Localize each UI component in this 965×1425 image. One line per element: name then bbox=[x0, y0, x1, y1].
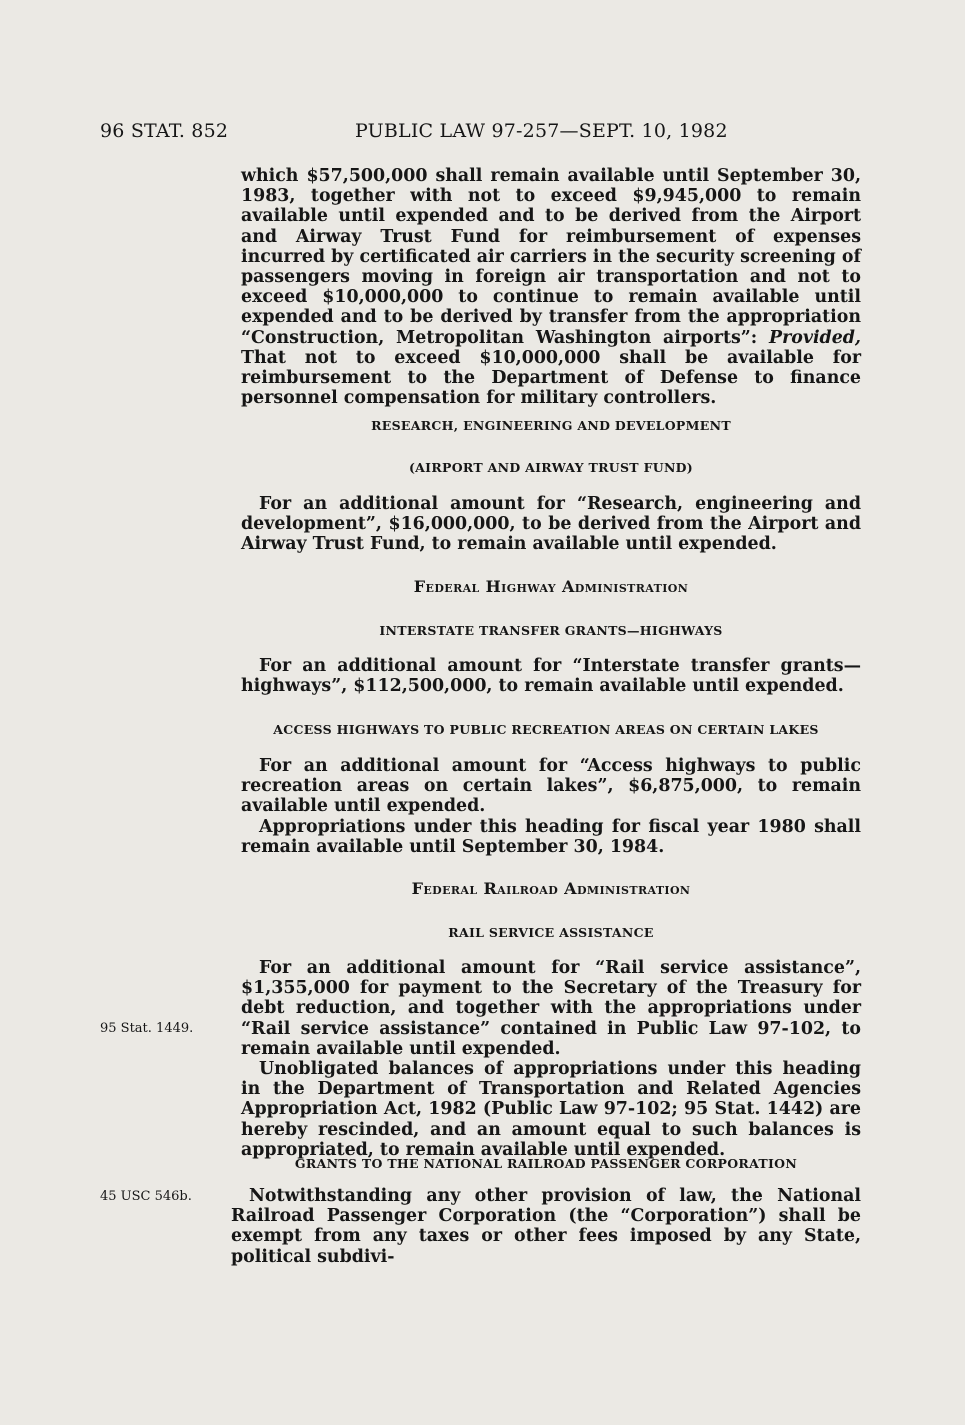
provided-clause: Provided, bbox=[769, 327, 861, 348]
paragraph-text: For an additional amount for “Interstate transfer grants—highways”, $112,500,000, to remain available until expended. bbox=[241, 656, 861, 697]
paragraph-text: which $57,500,000 shall remain available until September 30, 1983, together with not to exceed $9,945,000 to remain available until expended and to be derived from the Airport and Airway Trust Fund for reimbursement of expenses incurred by certificated air carriers in the security screening of passengers moving in foreign air transportation and not to exceed $10,000,000 to continue to remain available until expended and to be derived by transfer from the appropriation “Construction, Metropolitan Washington airports”: bbox=[241, 166, 861, 348]
margin-note-usc: 45 USC 546b. bbox=[100, 1189, 192, 1204]
paragraph-text: For an additional amount for “Rail service assistance”, $1,355,000 for payment to the Secretary of the Treasury for debt reduction, and together with the appropriations under “Rail service assistance” contained in Public Law 97-102, to remain available until expended. bbox=[241, 958, 861, 1059]
running-title: PUBLIC LAW 97-257—SEPT. 10, 1982 bbox=[355, 120, 728, 142]
section-heading: RAIL SERVICE ASSISTANCE bbox=[448, 925, 654, 940]
paragraph-text: For an additional amount for “Access highways to public recreation areas on certain lakes”, $6,875,000, to remain available until expended. bbox=[241, 756, 861, 817]
paragraph-text: For an additional amount for “Research, engineering and development”, $16,000,000, to be derived from the Airport and Airway Trust Fund, to remain available until expended. bbox=[241, 494, 861, 555]
agency-heading: Federal Railroad Administration bbox=[411, 879, 691, 898]
heading-rail-service bbox=[241, 925, 861, 940]
paragraph-access bbox=[241, 756, 861, 857]
paragraph-grants bbox=[231, 1186, 861, 1267]
heading-grants-amtrak bbox=[231, 1156, 861, 1171]
agency-heading: Federal Highway Administration bbox=[413, 577, 689, 596]
section-subheading: (AIRPORT AND AIRWAY TRUST FUND) bbox=[408, 460, 694, 475]
section-heading: GRANTS TO THE NATIONAL RAILROAD PASSENGER CORPORATION bbox=[294, 1156, 798, 1171]
heading-federal-highway bbox=[241, 577, 861, 596]
heading-interstate bbox=[241, 623, 861, 638]
paragraph-research bbox=[241, 494, 861, 555]
section-heading: ACCESS HIGHWAYS TO PUBLIC RECREATION AREAS ON CERTAIN LAKES bbox=[273, 722, 819, 737]
paragraph-text: That not to exceed $10,000,000 shall be available for reimbursement to the Department of Defense to finance personnel compensation for military controllers. bbox=[241, 347, 861, 409]
heading-research bbox=[241, 418, 861, 433]
page-reference: 96 STAT. 852 bbox=[100, 120, 229, 142]
section-heading: RESEARCH, ENGINEERING AND DEVELOPMENT bbox=[371, 418, 731, 433]
paragraph-text: Unobligated balances of appropriations under this heading in the Department of Transportation and Related Agencies Appropriation Act, 1982 (Public Law 97-102; 95 Stat. 1442) are hereby rescinded, and an amount equal to such balances is appropriated, to remain available until expended. bbox=[241, 1059, 861, 1160]
paragraph-appropriation-continued bbox=[241, 166, 861, 408]
heading-federal-railroad bbox=[241, 879, 861, 898]
paragraph-interstate bbox=[241, 656, 861, 696]
heading-access-highways bbox=[231, 722, 861, 737]
paragraph-rail-service bbox=[241, 958, 861, 1160]
paragraph-text: Notwithstanding any other provision of law, the National Railroad Passenger Corporation (the “Corporation”) shall be exempt from any taxes or other fees imposed by any State, political subdivi- bbox=[231, 1186, 861, 1267]
section-heading: INTERSTATE TRANSFER GRANTS—HIGHWAYS bbox=[379, 623, 723, 638]
margin-note-stat: 95 Stat. 1449. bbox=[100, 1021, 194, 1036]
paragraph-text: Appropriations under this heading for fiscal year 1980 shall remain available until September 30, 1984. bbox=[241, 816, 861, 857]
heading-trust-fund bbox=[241, 460, 861, 475]
